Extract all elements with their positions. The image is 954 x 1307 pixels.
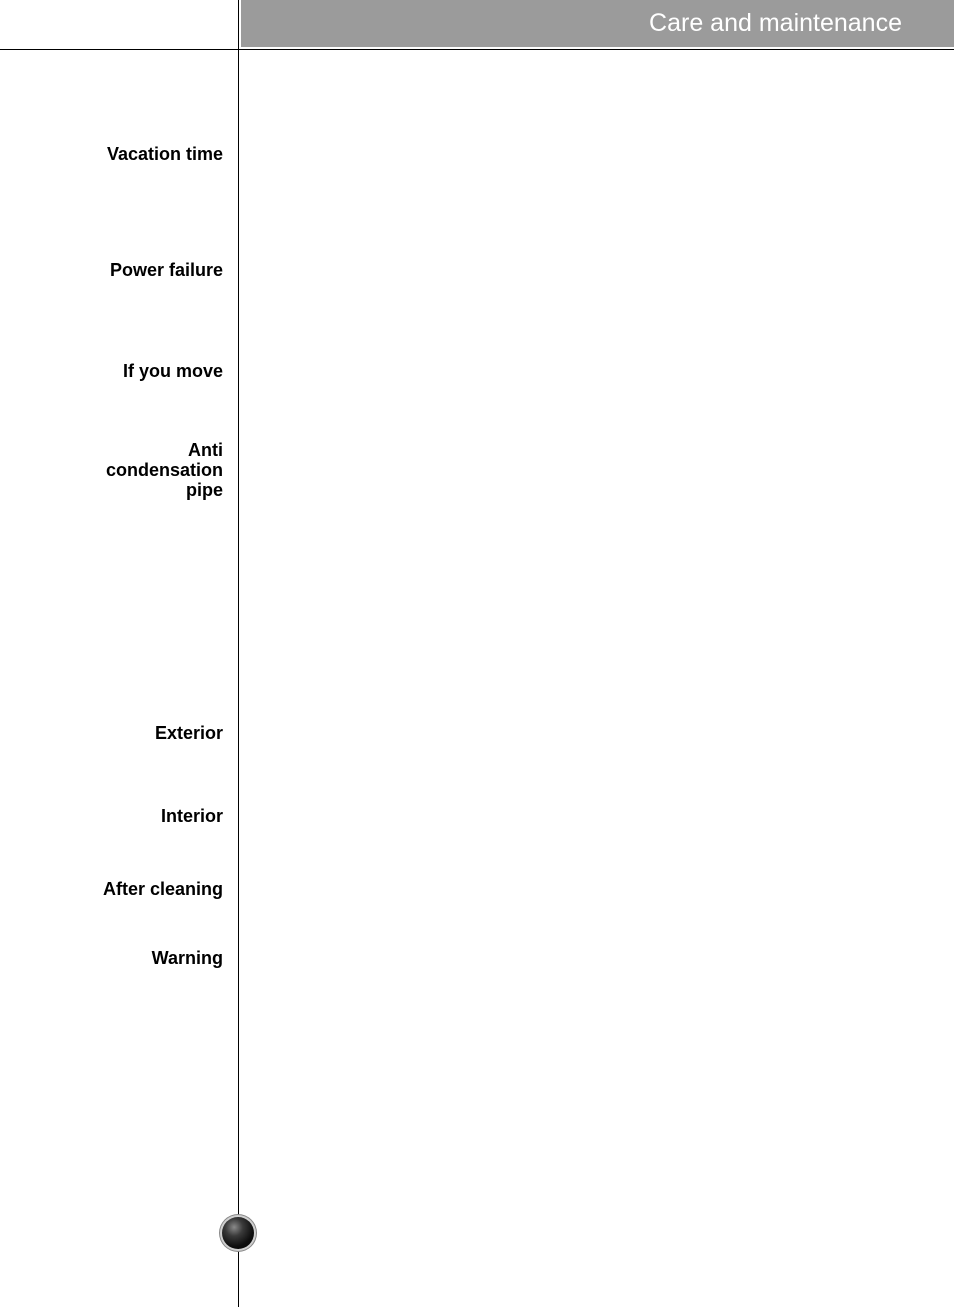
label-if-you-move: If you move — [122, 361, 223, 381]
label-vacation-time: Vacation time — [106, 144, 223, 164]
label-warning: Warning — [151, 948, 223, 968]
label-interior: Interior — [160, 806, 223, 826]
column-divider — [238, 0, 239, 1307]
label-after-cleaning: After cleaning — [102, 879, 223, 899]
page-marker-ball-icon — [222, 1217, 254, 1249]
label-power-failure: Power failure — [109, 260, 223, 280]
header-band — [241, 0, 954, 47]
label-anti-condensation-pipe: Anti condensation pipe — [105, 440, 223, 500]
label-exterior: Exterior — [154, 723, 223, 743]
page-title: Care and maintenance — [649, 9, 902, 37]
header-rule — [0, 49, 954, 50]
